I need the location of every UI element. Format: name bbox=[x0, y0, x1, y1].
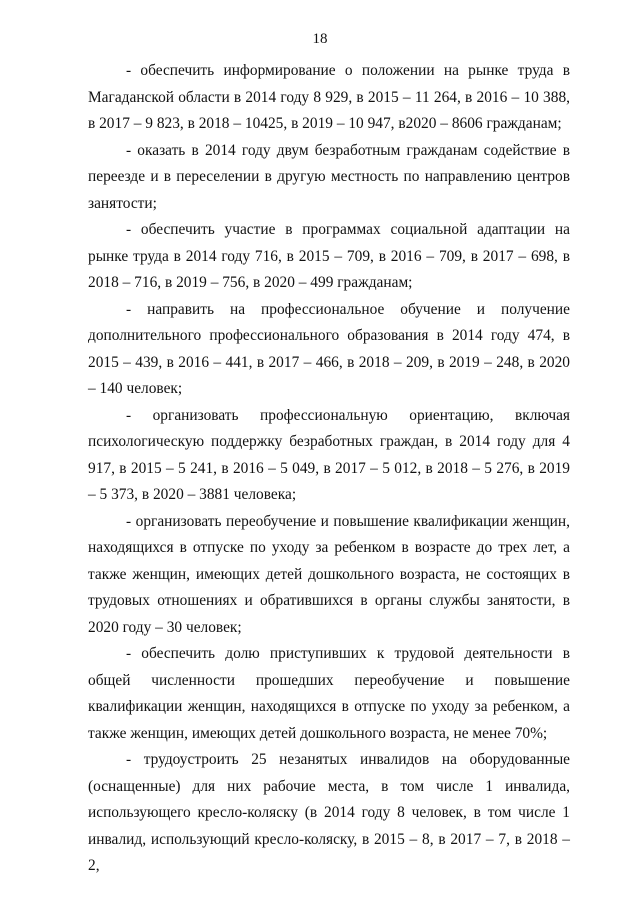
paragraph-career-orientation: - организовать профессиональную ориентацию, включая психологическую поддержку безработных граждан, в 2014 году для 4 917, в 2015 – 5 241, в 2016 – 5 049, в 2017 – 5 012, в 2018 – 5 276, в 2019 – 5 373, в 2020 – 3881 человека; bbox=[88, 406, 570, 503]
paragraph-women-retraining: - организовать переобучение и повышение квалификации женщин, находящихся в отпуске по уходу за ребенком в возрасте до трех лет, а также женщин, имеющих детей дошкольного возраста, не состоящих в трудовых отношениях и обратившихся в органы службы занятости, в 2020 году – 30 человек; bbox=[88, 512, 570, 636]
paragraph-professional-training: - направить на профессиональное обучение и получение дополнительного профессионального образования в 2014 году 474, в 2015 – 439, в 2016 – 441, в 2017 – 466, в 2018 – 209, в 2019 – 248, в 2020 – 140 человек; bbox=[88, 300, 570, 397]
page-number: 18 bbox=[312, 31, 328, 47]
paragraph-relocation-assistance: - оказать в 2014 году двум безработным гражданам содействие в переезде и в переселении в другую местность по направлению центров занятости; bbox=[88, 141, 570, 212]
paragraph-social-adaptation: - обеспечить участие в программах социальной адаптации на рынке труда в 2014 году 716, в 2015 – 709, в 2016 – 709, в 2017 – 698, в 2018 – 716, в 2019 – 756, в 2020 – 499 гражданам; bbox=[88, 221, 570, 291]
paragraph-women-employment-share: - обеспечить долю приступивших к трудовой деятельности в общей численности прошедших переобучение и повышение квалификации женщин, находящихся в отпуске по уходу за ребенком, а также женщин, имеющих детей дошкольного возраста, не менее 70%; bbox=[88, 645, 570, 742]
document-body bbox=[88, 58, 570, 880]
paragraph-disabled-employment: - трудоустроить 25 незанятых инвалидов на оборудованные (оснащенные) для них рабочие места, в том числе 1 инвалида, использующего кресло-коляску (в 2014 году 8 человек, в том числе 1 инвалид, использующий кресло-коляску, в 2015 – 8, в 2017 – 7, в 2018 – 2, bbox=[88, 751, 570, 874]
paragraph-labor-market-info: - обеспечить информирование о положении на рынке труда в Магаданской области в 2014 году 8 929, в 2015 – 11 264, в 2016 – 10 388, в 2017 – 9 823, в 2018 – 10425, в 2019 – 10 947, в2020 – 8606 гражданам; bbox=[88, 62, 570, 132]
